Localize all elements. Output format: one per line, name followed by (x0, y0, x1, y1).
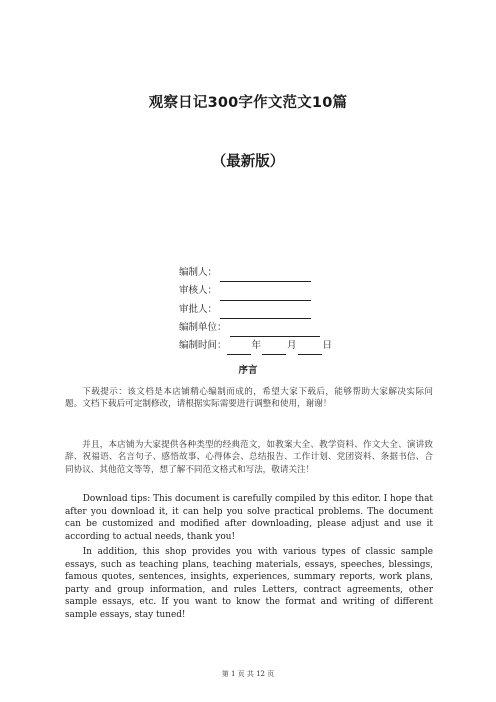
field-editor (179, 264, 332, 282)
blank-line (262, 343, 286, 355)
field-approver (179, 301, 332, 319)
paragraph-download-tips-cn: 下载提示：该文档是本店铺精心编制而成的，希望大家下载后，能够帮助大家解决实际问题。文档下载后可定制修改，请根据实际需要进行调整和使用，谢谢！ (65, 387, 433, 410)
field-date (179, 337, 332, 355)
paragraph-services-en: In addition, this shop provides you with various types of classic sample essays, such as teaching plans, teaching materials, essays, speeches, blessings, famous quotes, sentences, insights, experiences, summary reports, work plans, party and group information, and rules Letters, contract agreements, other sample essays, etc. If you want to know the format and writing of different sample essays, stay tuned! (65, 547, 433, 620)
paragraph-services-cn: 并且，本店铺为大家提供各种类型的经典范文，如教案大全、教学资料、作文大全、演讲致辞、祝福语、名言句子、感悟故事、心得体会、总结报告、工作计划、党团资料、条据书信、合同协议、其他范文等等，想了解不同范文格式和写法，敬请关注！ (65, 440, 433, 475)
date-month-label: 月 (287, 340, 297, 352)
field-label: 编制时间： (179, 340, 227, 352)
date-year-label: 年 (251, 340, 262, 352)
blank-line (220, 270, 311, 282)
blank-line (230, 325, 320, 337)
blank-line (227, 343, 251, 355)
document-subtitle: （最新版） (211, 154, 285, 170)
field-label: 编制单位： (179, 321, 227, 333)
blank-line (220, 289, 311, 301)
field-label: 审批人： (179, 303, 218, 315)
field-unit (179, 319, 332, 337)
signature-fields (179, 264, 332, 355)
blank-line (298, 343, 322, 355)
date-day-label: 日 (322, 340, 333, 352)
field-reviewer (179, 282, 332, 300)
preface-heading: 序言 (238, 365, 258, 376)
field-label: 编制人： (179, 267, 218, 278)
document-title: 观察日记300字作文范文10篇 (148, 95, 348, 111)
field-label: 审核人： (179, 285, 218, 297)
paragraph-download-tips-en: Download tips: This document is carefully compiled by this editor. I hope that after you download it, it can help you solve practical problems. The document can be customized and modified after downloading, please adjust and use it according to actual needs, thank you! (65, 494, 433, 542)
blank-line (220, 307, 311, 319)
page-footer: 第 1 页 共 12 页 (221, 670, 275, 678)
